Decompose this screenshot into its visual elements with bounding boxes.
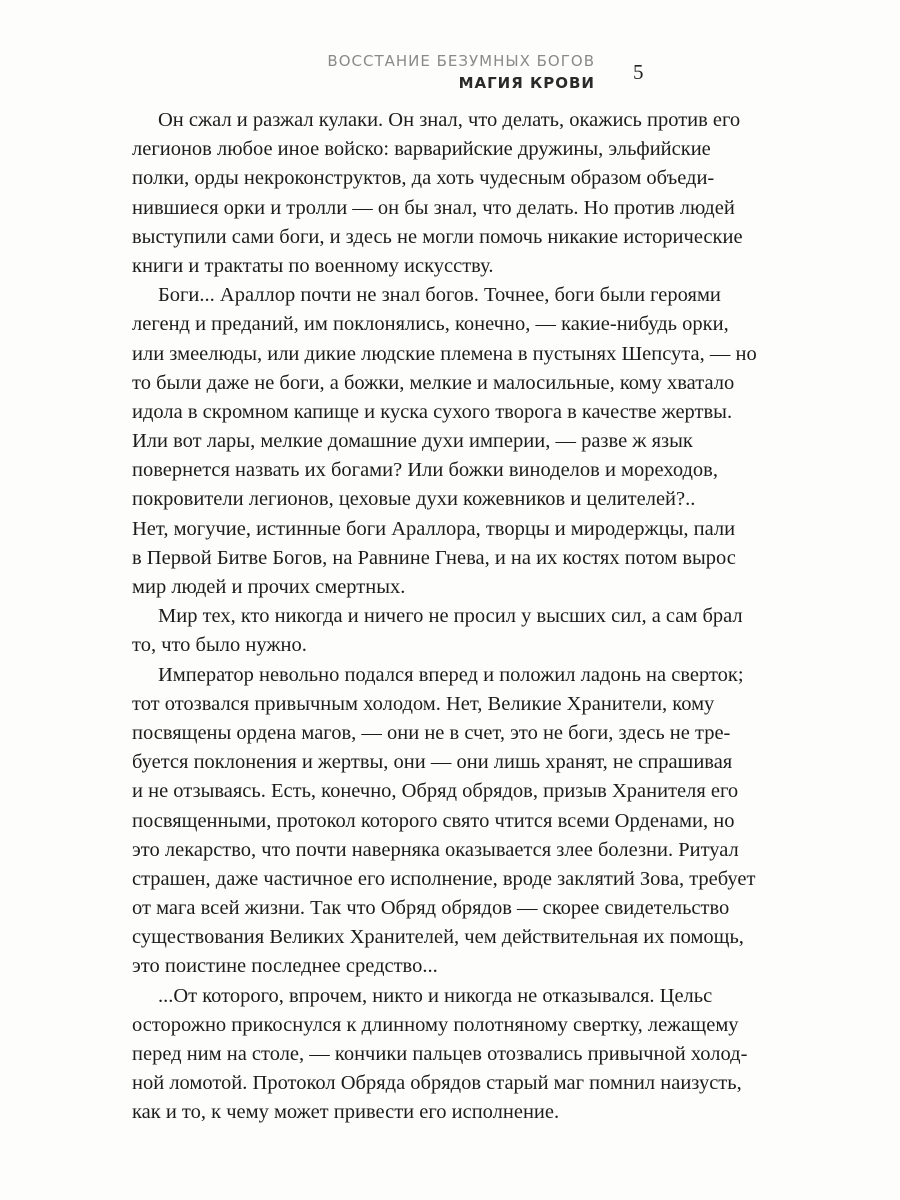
paragraph: [132, 281, 757, 602]
text-line: тот отозвался привычным холодом. Нет, Великие Хранители, кому: [132, 692, 715, 715]
chapter-title: МАГИЯ КРОВИ: [458, 74, 595, 92]
text-line: и не отзываясь. Есть, конечно, Обряд обрядов, призыв Хранителя его: [132, 780, 739, 803]
paragraph: [132, 106, 743, 281]
text-line: или змеелюды, или дикие людские племена в пустынях Шепсута, — но: [132, 342, 757, 365]
text-line: Боги... Араллор почти не знал богов. Точнее, боги были героями: [158, 284, 721, 307]
text-line: Он сжал и разжал кулаки. Он знал, что делать, окажись против его: [158, 109, 741, 131]
text-line: это поистине последнее средство...: [132, 955, 438, 978]
text-line: полки, орды некроконструктов, да хоть чудесным образом объеди-: [132, 167, 715, 190]
text-line: Мир тех, кто никогда и ничего не просил у высших сил, а сам брал: [158, 605, 743, 628]
text-line: Император невольно подался вперед и положил ладонь на сверток;: [158, 663, 744, 686]
text-line: посвящены ордена магов, — они не в счет, это не боги, здесь не тре-: [132, 721, 731, 744]
page-number: 5: [633, 60, 644, 84]
text-line: то, что было нужно.: [132, 634, 307, 657]
text-line: книги и трактаты по военному искусству.: [132, 254, 494, 277]
running-header: [327, 50, 595, 94]
text-line: мир людей и прочих смертных.: [132, 576, 406, 598]
text-line: от мага всей жизни. Так что Обряд обрядов — скорее свидетельство: [132, 897, 730, 920]
text-line: как и то, к чему может привести его исполнение.: [132, 1101, 560, 1124]
paragraph: [132, 982, 748, 1128]
text-line: ...От которого, впрочем, никто и никогда не отказывался. Цельс: [158, 984, 713, 1007]
text-line: перед ним на столе, — кончики пальцев отозвались привычной холод-: [132, 1043, 748, 1065]
text-line: страшен, даже частичное его исполнение, вроде заклятий Зова, требует: [132, 867, 756, 890]
text-line: Или вот лары, мелкие домашние духи империи, — разве ж язык: [132, 430, 693, 453]
text-line: легенд и преданий, им поклонялись, конечно, — какие-нибудь орки,: [132, 313, 729, 336]
paragraph: [132, 661, 756, 982]
text-line: это лекарство, что почти наверняка оказывается злее болезни. Ритуал: [132, 838, 739, 861]
paragraph: [132, 602, 743, 660]
text-line: осторожно прикоснулся к длинному полотняному свертку, лежащему: [132, 1013, 739, 1036]
text-line: идола в скромном капище и куска сухого творога в качестве жертвы.: [132, 400, 733, 423]
text-line: то были даже не боги, а божки, мелкие и малосильные, кому хватало: [132, 371, 735, 394]
text-line: повернется назвать их богами? Или божки виноделов и мореходов,: [132, 459, 718, 482]
text-line: легионов любое иное войско: варварийские дружины, эльфийские: [132, 138, 711, 161]
text-line: посвященными, протокол которого свято чтится всеми Орденами, но: [132, 809, 735, 832]
text-line: ной ломотой. Протокол Обряда обрядов старый маг помнил наизусть,: [132, 1072, 742, 1095]
text-line: выступили сами боги, и здесь не могли помочь никакие исторические: [132, 225, 743, 248]
text-line: в Первой Битве Богов, на Равнине Гнева, и на их костях потом вырос: [132, 546, 736, 569]
text-line: существования Великих Хранителей, чем действительная их помощь,: [132, 926, 744, 949]
text-line: буется поклонения и жертвы, они — они лишь хранят, не спрашивая: [132, 751, 733, 774]
body-text: [132, 106, 757, 1128]
book-series-title: ВОССТАНИЕ БЕЗУМНЫХ БОГОВ: [327, 52, 595, 70]
text-line: Нет, могучие, истинные боги Араллора, творцы и миродержцы, пали: [132, 517, 736, 540]
text-line: покровители легионов, цеховые духи кожевников и целителей?..: [132, 488, 696, 511]
text-line: нившиеся орки и тролли — он бы знал, что делать. Но против людей: [132, 196, 735, 219]
